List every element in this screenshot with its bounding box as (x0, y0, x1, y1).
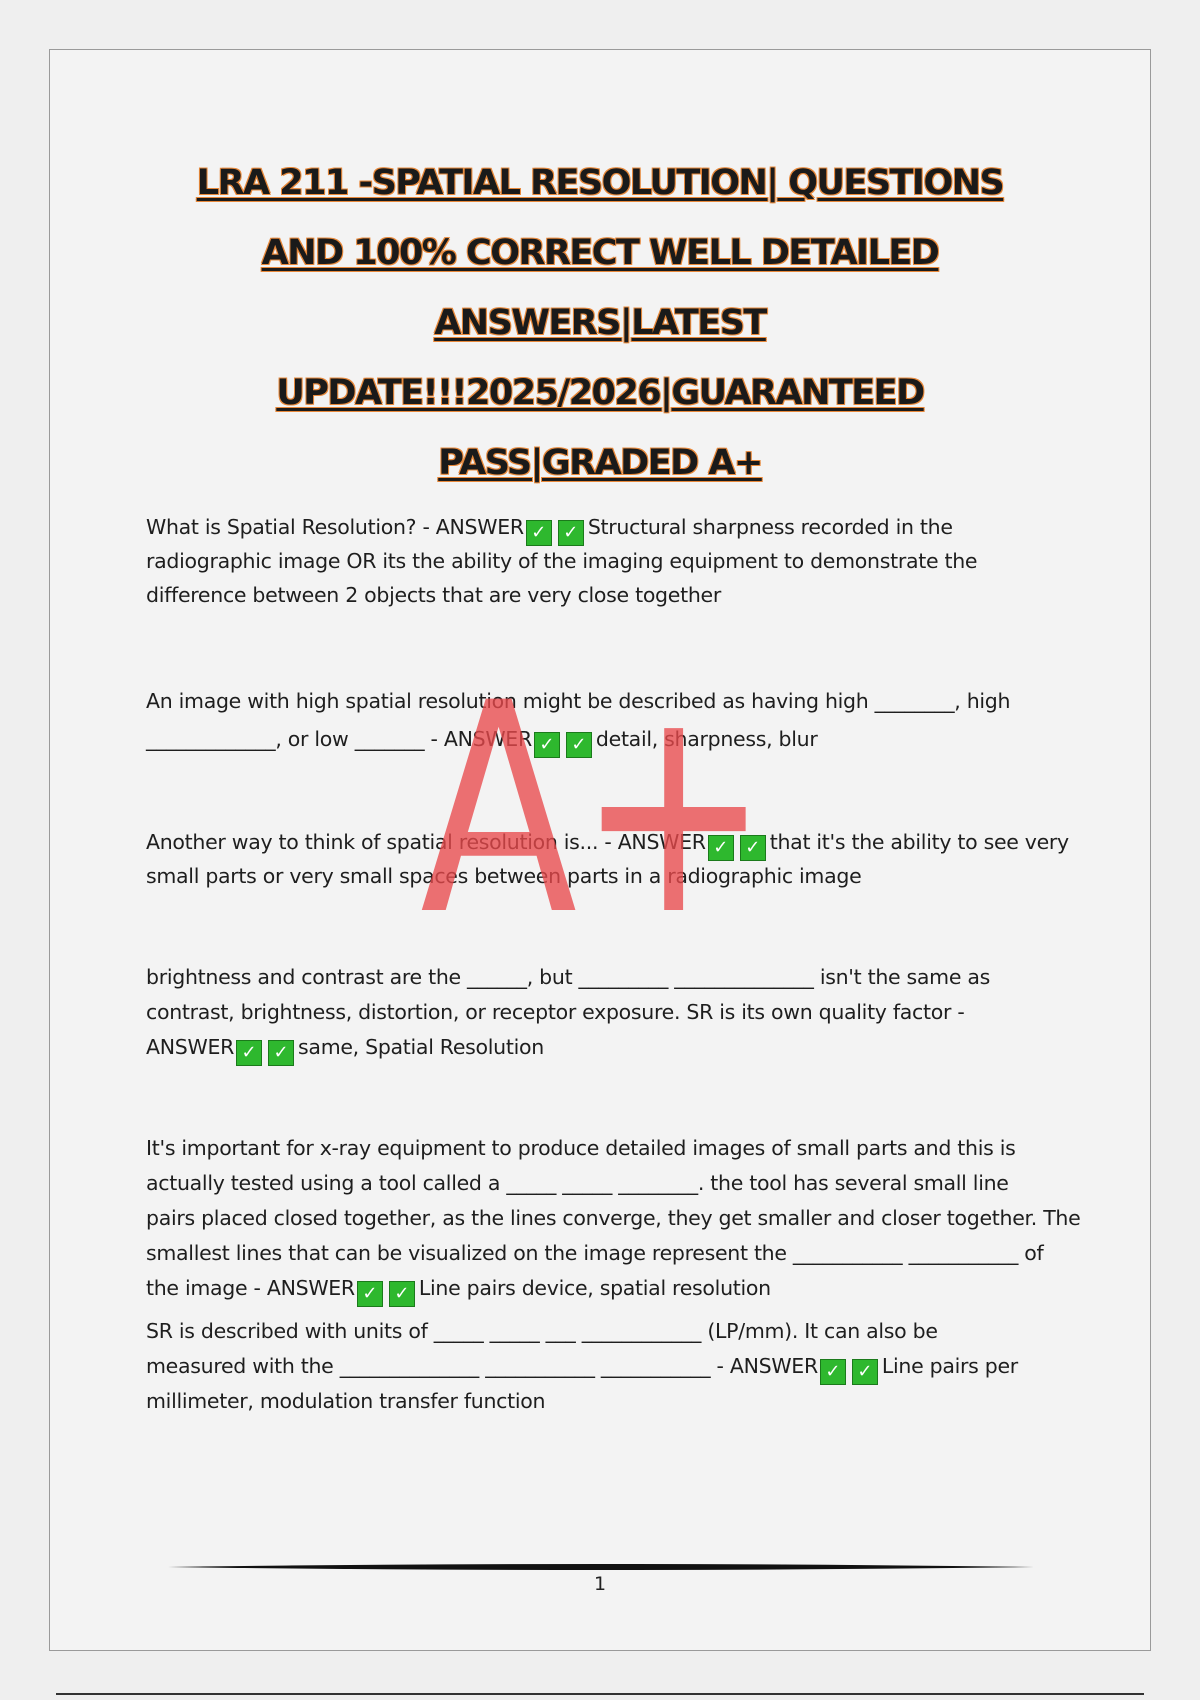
qa-line (146, 1271, 1106, 1306)
qa-block (146, 682, 1106, 758)
qa-line (146, 859, 1106, 893)
qa-block (146, 1314, 1106, 1419)
checkmark-icon: ✓ (566, 732, 592, 758)
qa-text: difference between 2 objects that are very close together (146, 583, 721, 607)
answer-text: Structural sharpness recorded in the (587, 515, 953, 539)
qa-line (146, 1201, 1106, 1236)
checkmark-icon: ✓ (820, 1359, 846, 1385)
title-line (160, 428, 1040, 498)
answer-text: detail, sharpness, blur (595, 727, 818, 751)
qa-block (146, 510, 1106, 612)
checkmark-icon: ✓ (740, 835, 766, 861)
qa-text: What is Spatial Resolution? - ANSWER (146, 515, 524, 539)
next-page-edge (56, 1693, 1144, 1695)
qa-text: actually tested using a tool called a _____ _____ ________. the tool has several small line (146, 1171, 1009, 1195)
qa-line (146, 544, 1106, 578)
answer-text: that it's the ability to see very (769, 830, 1069, 854)
qa-line (146, 960, 1106, 995)
qa-block (146, 1131, 1106, 1306)
qa-line (146, 682, 1106, 720)
qa-block (146, 960, 1106, 1065)
checkmark-icon: ✓ (268, 1040, 294, 1066)
title-line (160, 288, 1040, 358)
qa-text: measured with the ______________ ___________ ___________ - ANSWER (146, 1354, 818, 1378)
title-line-text: UPDATE!!!2025/2026|GUARANTEED (276, 373, 924, 413)
qa-line (146, 1166, 1106, 1201)
checkmark-icon: ✓ (389, 1281, 415, 1307)
answer-text: same, Spatial Resolution (298, 1035, 544, 1059)
title-line (160, 148, 1040, 218)
checkmark-icon: ✓ (357, 1281, 383, 1307)
qa-text: ANSWER (146, 1035, 235, 1059)
qa-line (146, 1236, 1106, 1271)
document-page (49, 49, 1151, 1651)
qa-text: SR is described with units of _____ _____ ___ ____________ (LP/mm). It can also be (146, 1319, 938, 1343)
checkmark-icon: ✓ (708, 835, 734, 861)
title-line-text: LRA 211 -SPATIAL RESOLUTION| QUESTIONS (196, 163, 1004, 203)
qa-line (146, 720, 1106, 758)
qa-line (146, 1384, 1106, 1419)
qa-text: Another way to think of spatial resolution is... - ANSWER (146, 830, 706, 854)
checkmark-icon: ✓ (852, 1359, 878, 1385)
document-title (160, 148, 1040, 498)
qa-line (146, 510, 1106, 544)
footer-rule (168, 1562, 1034, 1572)
watermark-text: A+ (420, 690, 770, 950)
title-line-text: PASS|GRADED A+ (438, 443, 762, 483)
qa-text: An image with high spatial resolution might be described as having high ________, high (146, 689, 1011, 713)
checkmark-icon: ✓ (526, 520, 552, 546)
checkmark-icon: ✓ (236, 1040, 262, 1066)
qa-text: It's important for x-ray equipment to produce detailed images of small parts and this is (146, 1136, 1016, 1160)
qa-text: brightness and contrast are the ______, but _________ ______________ isn't the same as (146, 965, 991, 989)
qa-text: small parts or very small spaces between parts in a radiographic image (146, 864, 862, 888)
answer-text: Line pairs device, spatial resolution (418, 1276, 771, 1300)
qa-line (146, 825, 1106, 859)
qa-text: _____________, or low _______ - ANSWER (146, 727, 532, 751)
qa-text: contrast, brightness, distortion, or receptor exposure. SR is its own quality factor - (146, 1000, 965, 1024)
qa-line (146, 1314, 1106, 1349)
qa-text: smallest lines that can be visualized on the image represent the ___________ ___________ of (146, 1241, 1044, 1265)
qa-line (146, 1349, 1106, 1384)
title-line (160, 358, 1040, 428)
qa-block (146, 825, 1106, 893)
answer-text: Line pairs per (881, 1354, 1018, 1378)
checkmark-icon: ✓ (534, 732, 560, 758)
qa-line (146, 1030, 1106, 1065)
qa-text: pairs placed closed together, as the lines converge, they get smaller and closer together. The (146, 1206, 1081, 1230)
checkmark-icon: ✓ (558, 520, 584, 546)
title-line-text: ANSWERS|LATEST (434, 303, 766, 343)
title-line (160, 218, 1040, 288)
qa-text: radiographic image OR its the ability of the imaging equipment to demonstrate the (146, 549, 978, 573)
qa-line (146, 995, 1106, 1030)
title-line-text: AND 100% CORRECT WELL DETAILED (261, 233, 939, 273)
qa-text: millimeter, modulation transfer function (146, 1389, 546, 1413)
page-number: 1 (593, 1573, 607, 1595)
qa-line (146, 578, 1106, 612)
qa-line (146, 1131, 1106, 1166)
qa-text: the image - ANSWER (146, 1276, 355, 1300)
